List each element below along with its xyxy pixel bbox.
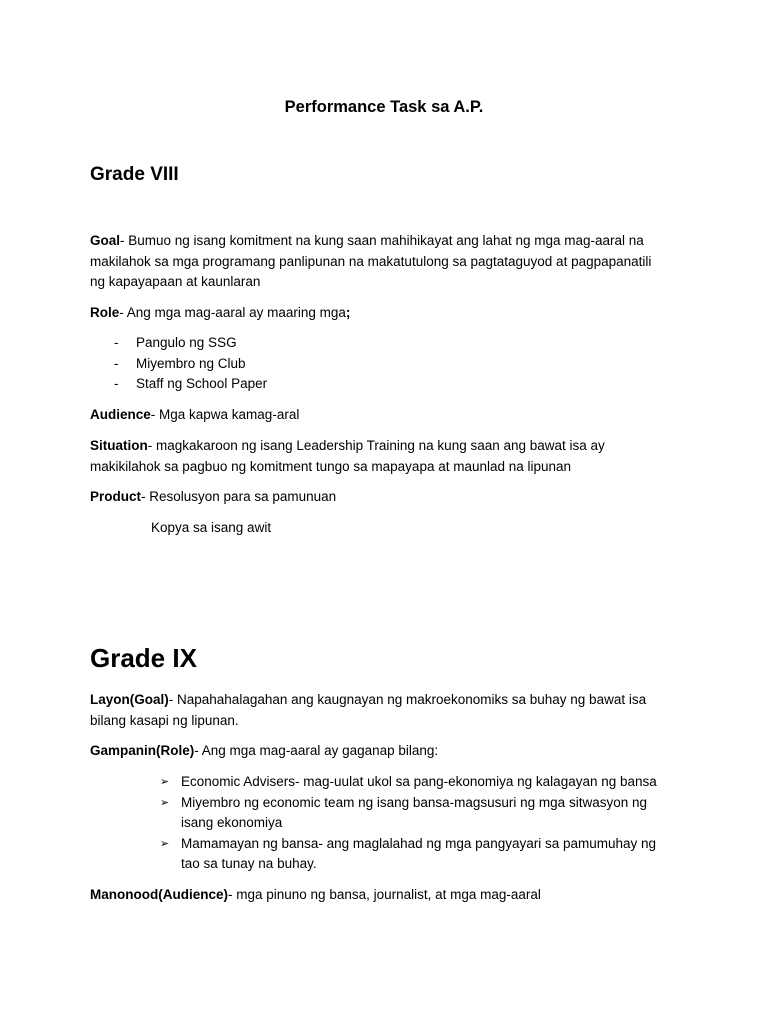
list-item-text: Staff ng School Paper [136,376,268,391]
goal-text-line2: makilahok sa mga programang panlipunan na makatutulong sa pagtataguyod at pagpapanatili [90,253,652,269]
list-item [160,793,647,814]
product-paragraph [90,487,336,508]
audience-text: - Mga kapwa kamag-aral [150,407,300,422]
list-item-continuation: isang ekonomiya [181,815,283,830]
list-item [160,834,656,855]
arrow-bullet-icon: ➢ [160,776,170,788]
dash-bullet-icon: - [114,335,119,350]
role-punct: ; [345,305,351,320]
list-item [160,772,657,793]
layon-text-line2: bilang kasapi ng lipunan. [90,712,239,728]
gampanin-paragraph [90,741,438,762]
dash-bullet-icon: - [114,355,119,371]
list-item [114,354,246,375]
list-item [114,333,237,354]
manonood-paragraph [90,885,541,906]
product-text-line2: Kopya sa isang awit [151,520,272,535]
situation-text-line2: makikilahok sa pagbuo ng komitment tungo sa mapayapa at maunlad na lipunan [90,458,572,474]
grade9-heading: Grade IX [90,643,197,673]
situation-label: Situation [90,438,148,453]
manonood-text: - mga pinuno ng bansa, journalist, at mga mag-aaral [228,887,541,902]
dash-bullet-icon: - [114,376,119,391]
product-text: - Resolusyon para sa pamunuan [141,489,337,504]
list-item-text: Miyembro ng economic team ng isang bansa-magsusuri ng mga sitwasyon ng [181,794,647,810]
gampanin-text: - Ang mga mag-aaral ay gaganap bilang: [194,743,439,758]
situation-paragraph-line1 [90,436,605,457]
layon-paragraph-line1 [90,690,646,711]
role-text: - Ang mga mag-aaral ay maaring mga [119,305,346,320]
arrow-bullet-icon: ➢ [160,796,170,809]
manonood-label: Manonood(Audience) [90,887,228,902]
document-title: Performance Task sa A.P. [284,98,484,116]
goal-label: Goal [90,233,121,248]
goal-text-line1: - Bumuo ng isang komitment na kung saan mahihikayat ang lahat ng mga mag-aaral na [120,233,644,248]
role-label: Role [90,305,120,320]
gampanin-label: Gampanin(Role) [90,743,195,758]
product-label: Product [90,489,142,504]
audience-paragraph [90,405,299,426]
list-item-text: Miyembro ng Club [136,355,246,371]
list-item-text: Economic Advisers- mag-uulat ukol sa pang-ekonomiya ng kalagayan ng bansa [181,774,657,789]
role-paragraph [90,303,350,324]
layon-label: Layon(Goal) [90,692,169,707]
arrow-bullet-icon: ➢ [160,837,170,850]
list-item-text: Pangulo ng SSG [136,335,237,350]
goal-text-line3: ng kapayapaan at kaunlaran [90,274,261,289]
situation-text-line1: - magkakaroon ng isang Leadership Training na kung saan ang bawat isa ay [147,438,605,453]
grade8-heading: Grade VIII [90,164,179,185]
goal-paragraph-line1 [90,231,644,252]
layon-text-line1: - Napahahalagahan ang kaugnayan ng makroekonomiks sa buhay ng bawat isa [168,692,647,707]
audience-label: Audience [90,407,151,422]
list-item [114,374,267,395]
list-item-continuation: tao sa tunay na buhay. [181,856,317,871]
list-item-text: Mamamayan ng bansa- ang maglalahad ng mga pangyayari sa pamumuhay ng [181,835,657,851]
